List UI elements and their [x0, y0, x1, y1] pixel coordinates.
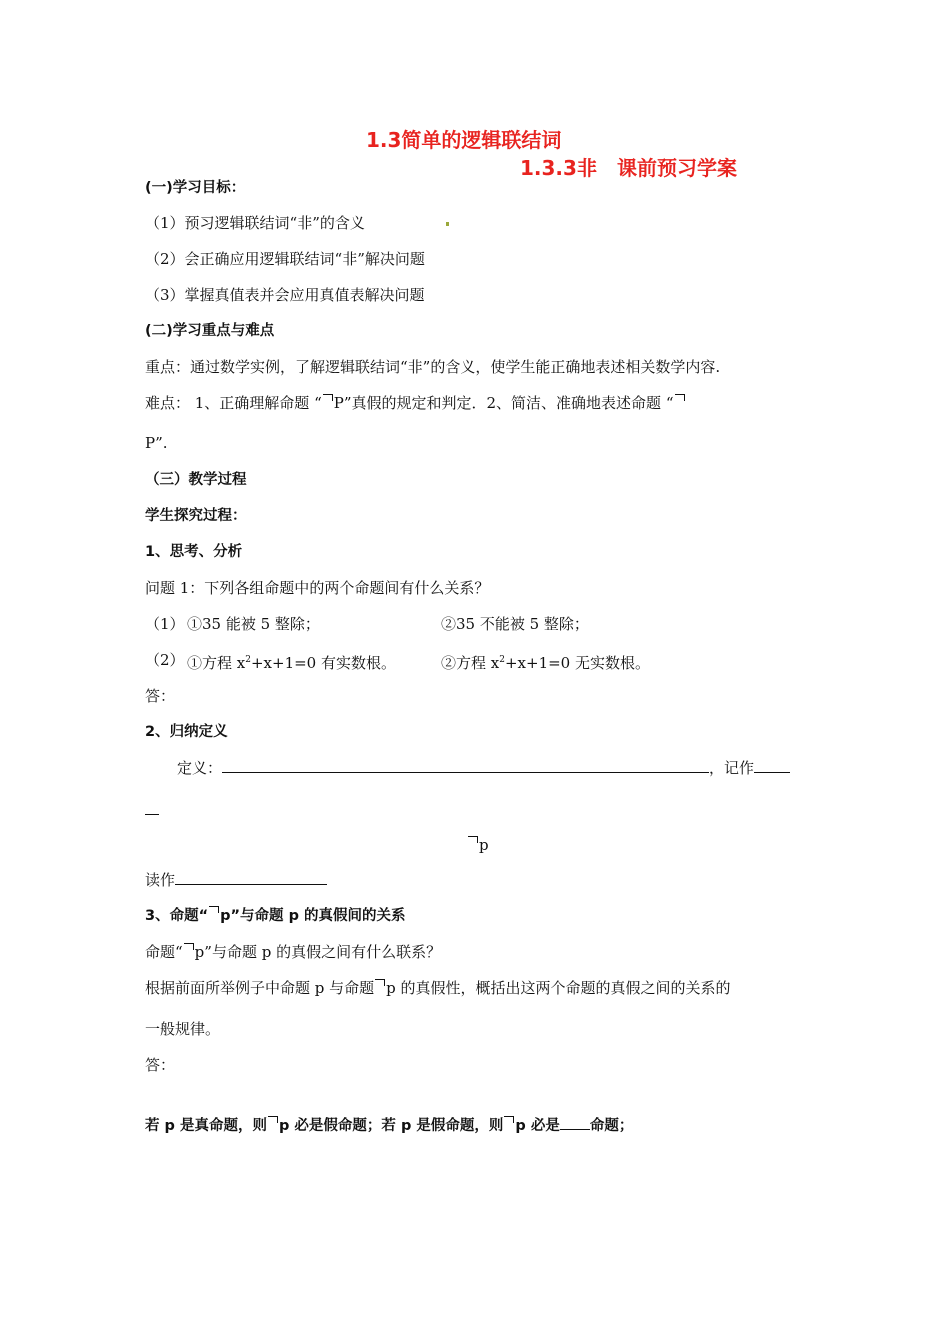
negation-symbol [467, 836, 479, 850]
definition-line [177, 758, 790, 778]
part-1-heading: 1、思考、分析 [145, 544, 243, 560]
example-2b: ②方程 $x^2+x+1=0$ 无实数根。 [441, 654, 650, 672]
example-row-2 [145, 650, 650, 672]
negation-symbol [183, 943, 195, 957]
difficulty-text-cont: P”. [145, 434, 168, 452]
read-as-label: 读作 [145, 871, 176, 889]
goal-item-1: （1）预习逻辑联结词“非”的含义 [145, 214, 365, 232]
answer-label-1: 答： [145, 687, 176, 705]
answer-label-2: 答： [145, 1056, 176, 1074]
conclusion-blank[interactable] [560, 1115, 590, 1130]
negation-symbol [674, 394, 686, 408]
difficulty-text [145, 393, 686, 413]
part-2-heading: 2、归纳定义 [145, 724, 228, 740]
section-1-heading: (一)学习目标： [145, 180, 246, 196]
example-1b: ②35 不能被 5 整除； [441, 615, 589, 633]
part-3-paragraph-cont: 一般规律。 [145, 1020, 221, 1038]
part-3-question: 命题“ p”与命题 p 的真假之间有什么联系？ [145, 943, 442, 961]
goal-item-3: （3）掌握真值表并会应用真值表解决问题 [145, 286, 425, 304]
section-3-heading: （三）教学过程 [145, 472, 247, 488]
goal-item-2: （2）会正确应用逻辑联结词“非”解决问题 [145, 250, 425, 268]
notation-not-p: p [467, 835, 489, 855]
negation-symbol [208, 906, 220, 920]
example-row-1 [145, 614, 589, 634]
example-1a: ①35 能被 5 整除； [187, 615, 320, 633]
student-process-heading: 学生探究过程： [145, 508, 247, 524]
example-index: （2） [145, 651, 185, 669]
notation-blank[interactable] [754, 758, 790, 773]
part-3-paragraph: 根据前面所举例子中命题 p 与命题 p 的真假性，概括出这两个命题的真假之间的关系的 [145, 979, 731, 997]
difficulty-part-b: P”真假的规定和判定．2、简洁、准确地表述命题 “ [333, 394, 674, 412]
read-as-line [145, 870, 327, 890]
example-2a: ①方程 $x^2+x+1=0$ 有实数根。 [187, 654, 396, 672]
negation-symbol [503, 1116, 515, 1130]
part-3-heading: 3、命题“ p”与命题 p 的真假间的关系 [145, 908, 406, 924]
title-line-2: 1.3.3非 课前预习学案 [520, 156, 737, 180]
negation-symbol [374, 979, 386, 993]
difficulty-part-a: 难点： 1、正确理解命题 “ [145, 394, 322, 412]
key-point-text: 重点：通过数学实例，了解逻辑联结词“非”的含义，使学生能正确地表述相关数学内容. [145, 358, 721, 376]
notation-blank-cont [145, 800, 159, 820]
notation-label: ，记作 [709, 759, 755, 777]
title-line-1: 1.3简单的逻辑联结词 [366, 128, 562, 152]
question-1: 问题 1：下列各组命题中的两个命题间有什么关系？ [145, 579, 490, 597]
read-as-blank[interactable] [175, 870, 327, 885]
section-2-heading: (二)学习重点与难点 [145, 323, 275, 339]
definition-blank[interactable] [222, 758, 709, 773]
definition-label: 定义： [177, 759, 223, 777]
example-index: （1） [145, 615, 185, 633]
negation-symbol [267, 1116, 279, 1130]
stray-mark [446, 222, 449, 226]
conclusion-line: 若 p 是真命题，则 p 必是假命题；若 p 是假命题，则 p 必是 命题； [145, 1115, 633, 1136]
negation-symbol [322, 394, 334, 408]
